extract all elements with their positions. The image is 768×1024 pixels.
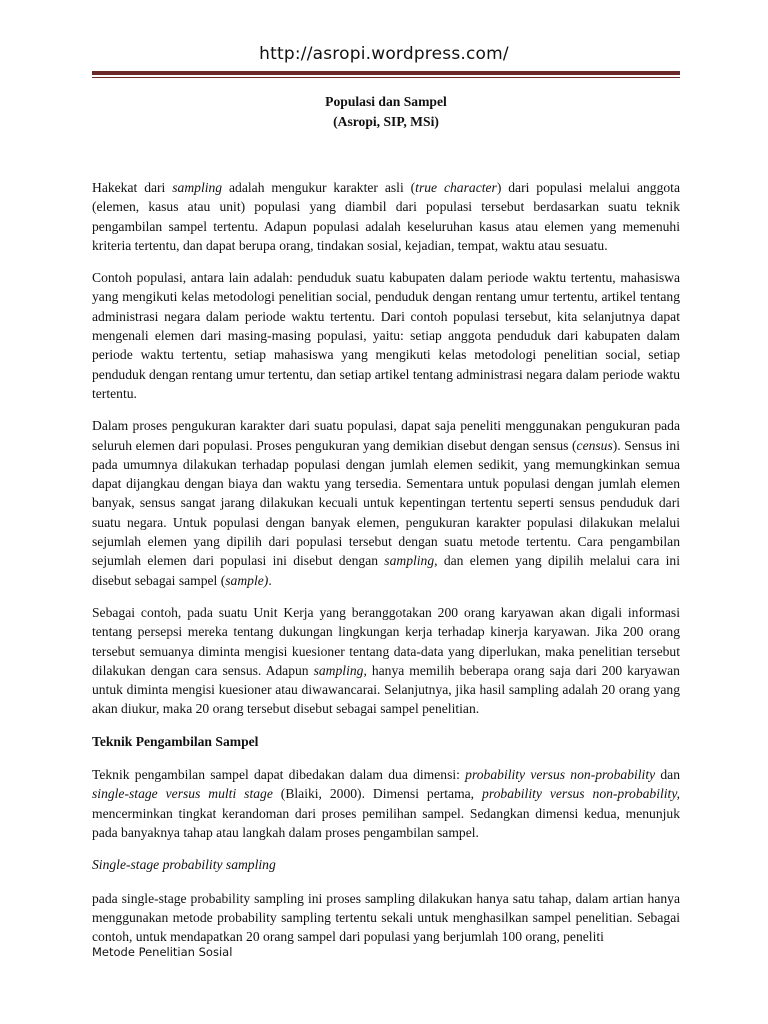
title-line-2: (Asropi, SIP, MSi) <box>333 114 439 129</box>
paragraph-5 <box>92 765 680 842</box>
sub-heading: Single-stage probability sampling <box>92 857 276 873</box>
p3-text-3: , dan elemen yang dipilih melalui cara ini disebut sebagai sampel ( <box>92 553 680 588</box>
document-title <box>92 92 680 132</box>
p4-text-1: Sebagai contoh, pada suatu Unit Kerja yang beranggotakan 200 orang karyawan akan digali informasi tentang persepsi mereka tentang dukungan lingkungan kerja terhadap kinerja karyawan. Jika 200 orang tersebut semuanya diminta mengisi kuesioner tentang data-data yang diperlukan, maka penelitian tersebut dilakukan dengan cara sensus. Adapun <box>92 604 680 678</box>
p3-italic-1: census <box>576 437 613 453</box>
header-rule-thick <box>92 71 680 75</box>
p1-text-3: ) dari populasi melalui anggota (elemen, kasus atau unit) populasi yang diambil dari populasi tersebut berdasarkan suatu teknik pengambilan sampel tertentu. Adapun populasi adalah keseluruhan kasus atau elemen yang memenuhi kriteria tertentu, dan dapat berupa orang, tindakan sosial, kejadian, tempat, waktu atau sesuatu. <box>92 180 680 253</box>
p1-italic-1: sampling <box>172 180 223 195</box>
paragraph-1 <box>92 178 680 255</box>
p5-italic-3: probability versus non-probability, <box>482 786 680 802</box>
p4-text-2: , hanya memilih beberapa orang saja dari 200 karyawan untuk diminta mengisi kuesioner atau diwawancarai. Selanjutnya, jika hasil sampling adalah 20 orang yang akan diukur, maka 20 orang tersebut disebut sebagai sampel penelitian. <box>92 662 680 717</box>
p1-text-1: Hakekat dari <box>92 180 173 195</box>
footer-text: Metode Penelitian Sosial <box>92 945 233 959</box>
p5-text-3: (Blaiki, 2000). Dimensi pertama, <box>272 786 483 802</box>
p3-italic-3: sample) <box>225 572 269 588</box>
p1-text-2: adalah mengukur karakter asli ( <box>222 180 416 195</box>
paragraph-3 <box>92 416 680 590</box>
title-line-1: Populasi dan Sampel <box>325 94 447 109</box>
p3-italic-2: sampling <box>384 553 435 569</box>
p3-text-2: ). Sensus ini pada umumnya dilakukan terhadap populasi dengan jumlah elemen sedikit, yang memungkinkan semua dapat dijangkau dengan biaya dan waktu yang tersedia. Sementara untuk populasi dengan jumlah elemen banyak, sensus sangat jarang dilakukan kecuali untuk kepentingan tertentu seperti sensus penduduk dari suatu negara. Untuk populasi dengan banyak elemen, pengukuran karakter populasi dilakukan melalui sejumlah elemen yang dipilih dari populasi tersebut dengan suatu metode tertentu. Cara pengambilan sejumlah elemen dari populasi ini disebut dengan <box>92 437 680 569</box>
header-url: http://asropi.wordpress.com/ <box>259 44 509 64</box>
document-body <box>92 92 680 959</box>
p3-text-4: . <box>268 572 272 588</box>
paragraph-2: Contoh populasi, antara lain adalah: penduduk suatu kabupaten dalam periode waktu tertentu, mahasiswa yang mengikuti kelas metodologi penelitian social, penduduk dengan rentang umur tertentu, artikel tentang administrasi negara dalam periode waktu tertentu. Dari contoh populasi tersebut, kita selanjutnya dapat mengenali elemen dari masing-masing populasi, yaitu: setiap anggota penduduk dari kabupaten dalam periode waktu tertentu, setiap mahasiswa yang mengikuti kelas metodologi penelitian social, setiap penduduk dengan rentang umur tertentu, dan setiap artikel tentang administrasi negara dalam periode waktu tertentu. <box>92 270 680 401</box>
p4-italic-1: sampling <box>313 662 364 678</box>
p5-text-4: mencerminkan tingkat kerandoman dari proses pemilihan sampel. Sedangkan dimensi kedua, menunjuk pada banyaknya tahap atau langkah dalam proses pengambilan sampel. <box>92 805 680 840</box>
p5-italic-2: single-stage versus multi stage <box>92 786 273 802</box>
p1-italic-2: true character <box>415 180 497 195</box>
p3-text-1: Dalam proses pengukuran karakter dari suatu populasi, dapat saja peneliti menggunakan pengukuran pada seluruh elemen dari populasi. Proses pengukuran yang demikian disebut dengan sensus ( <box>92 418 680 453</box>
section-heading: Teknik Pengambilan Sampel <box>92 733 259 749</box>
paragraph-6: pada single-stage probability sampling ini proses sampling dilakukan hanya satu tahap, dalam artian hanya menggunakan metode probability sampling tertentu sekali untuk menghasilkan sampel penelitian. Sebagai contoh, untuk mendapatkan 20 orang sampel dari populasi yang berjumlah 100 orang, peneliti <box>92 890 680 945</box>
p5-text-2: dan <box>655 767 681 783</box>
paragraph-4 <box>92 603 680 719</box>
p5-italic-1: probability versus non-probability <box>465 767 656 783</box>
header-rule-thin <box>92 77 680 78</box>
p5-text-1: Teknik pengambilan sampel dapat dibedakan dalam dua dimensi: <box>92 767 466 783</box>
